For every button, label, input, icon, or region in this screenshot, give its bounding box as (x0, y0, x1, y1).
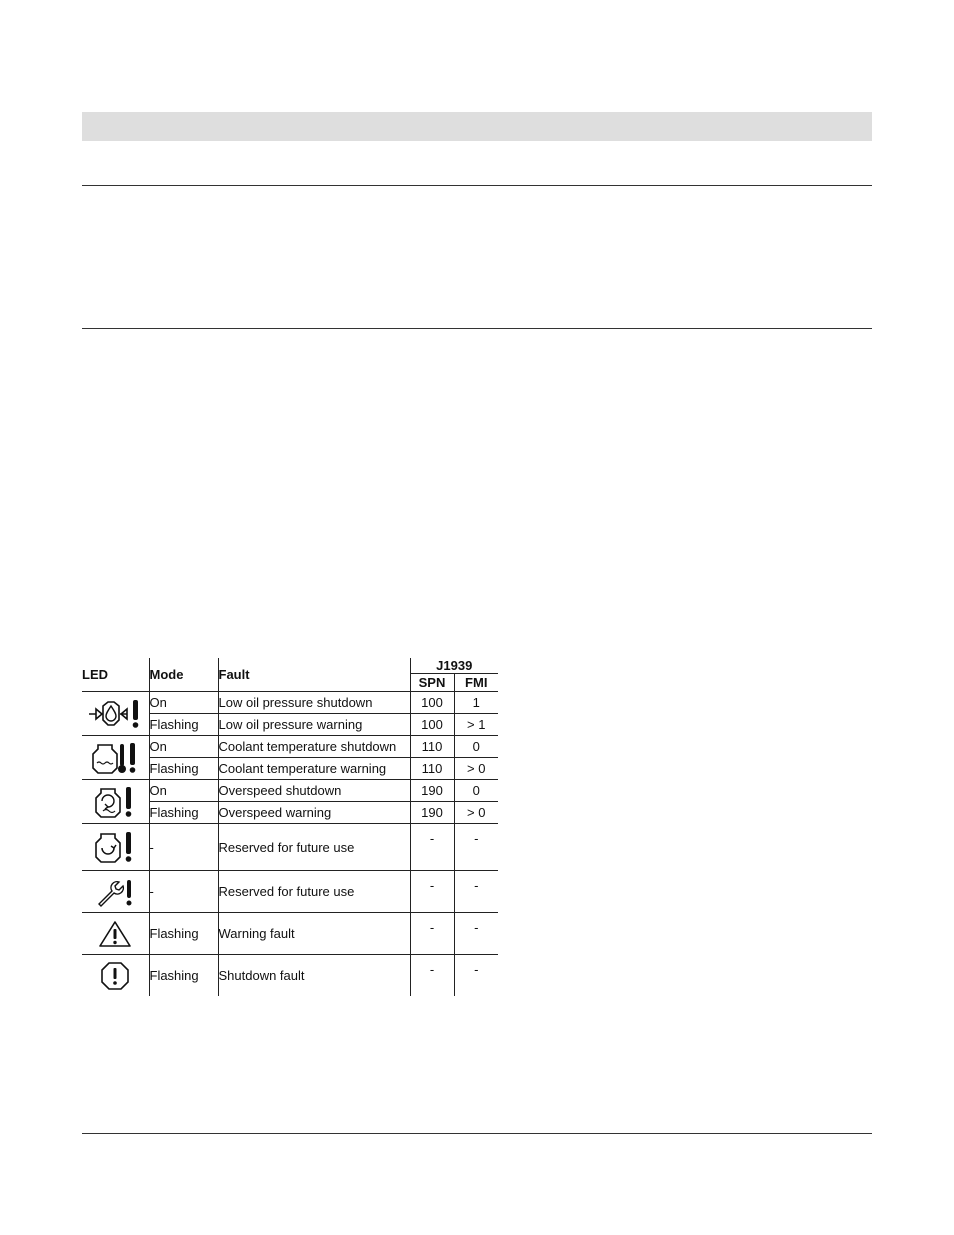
fmi-cell: 1 (454, 692, 498, 714)
fmi-cell: > 1 (454, 714, 498, 736)
fault-cell: Low oil pressure shutdown (218, 692, 410, 714)
spn-cell: - (410, 871, 454, 913)
table-row (82, 955, 498, 997)
led-cell (82, 913, 149, 955)
led-cell (82, 955, 149, 997)
divider (82, 1133, 872, 1134)
spn-cell: 110 (410, 736, 454, 758)
header-led: LED (82, 667, 108, 682)
fault-cell: Shutdown fault (218, 955, 410, 997)
spn-cell: - (410, 824, 454, 871)
fmi-cell: > 0 (454, 758, 498, 780)
spn-cell: 100 (410, 714, 454, 736)
shutdown-octagon-icon (99, 960, 131, 992)
spn-cell: 190 (410, 780, 454, 802)
table-row (82, 913, 498, 955)
table-row (82, 736, 498, 758)
spn-cell: 100 (410, 692, 454, 714)
fault-cell: Coolant temperature shutdown (218, 736, 410, 758)
led-fault-table (82, 658, 498, 996)
table-row (82, 780, 498, 802)
mode-cell: On (149, 736, 218, 758)
divider (82, 328, 872, 329)
fmi-cell: - (454, 824, 498, 871)
fault-cell: Reserved for future use (218, 824, 410, 871)
led-cell (82, 871, 149, 913)
mode-cell: Flashing (149, 955, 218, 997)
header-spn: SPN (410, 674, 454, 692)
spn-cell: 190 (410, 802, 454, 824)
engine-rotation-icon (93, 829, 137, 865)
mode-cell: Flashing (149, 802, 218, 824)
overspeed-icon (93, 784, 137, 820)
fmi-cell: - (454, 871, 498, 913)
low-oil-pressure-icon (86, 697, 144, 731)
header-fault: Fault (218, 658, 410, 692)
fault-cell: Warning fault (218, 913, 410, 955)
led-cell (82, 736, 149, 780)
fmi-cell: > 0 (454, 802, 498, 824)
header-j1939: J1939 (410, 658, 498, 674)
table-row (82, 824, 498, 871)
mode-cell: On (149, 780, 218, 802)
led-cell (82, 692, 149, 736)
mode-cell: - (149, 824, 218, 871)
table-row (82, 692, 498, 714)
fmi-cell: 0 (454, 736, 498, 758)
spn-cell: - (410, 955, 454, 997)
header-fmi: FMI (454, 674, 498, 692)
mode-cell: Flashing (149, 758, 218, 780)
fault-cell: Low oil pressure warning (218, 714, 410, 736)
divider (82, 185, 872, 186)
fault-cell: Reserved for future use (218, 871, 410, 913)
led-cell (82, 780, 149, 824)
fault-cell: Overspeed shutdown (218, 780, 410, 802)
fmi-cell: - (454, 913, 498, 955)
header-band (82, 112, 872, 141)
mode-cell: On (149, 692, 218, 714)
table-row (82, 871, 498, 913)
mode-cell: Flashing (149, 714, 218, 736)
warning-triangle-icon (97, 919, 133, 949)
wrench-icon (93, 876, 137, 908)
fault-cell: Coolant temperature warning (218, 758, 410, 780)
fmi-cell: - (454, 955, 498, 997)
header-mode: Mode (149, 658, 218, 692)
fmi-cell: 0 (454, 780, 498, 802)
coolant-temperature-icon (90, 740, 140, 776)
led-cell (82, 824, 149, 871)
fault-cell: Overspeed warning (218, 802, 410, 824)
mode-cell: Flashing (149, 913, 218, 955)
spn-cell: 110 (410, 758, 454, 780)
mode-cell: - (149, 871, 218, 913)
spn-cell: - (410, 913, 454, 955)
